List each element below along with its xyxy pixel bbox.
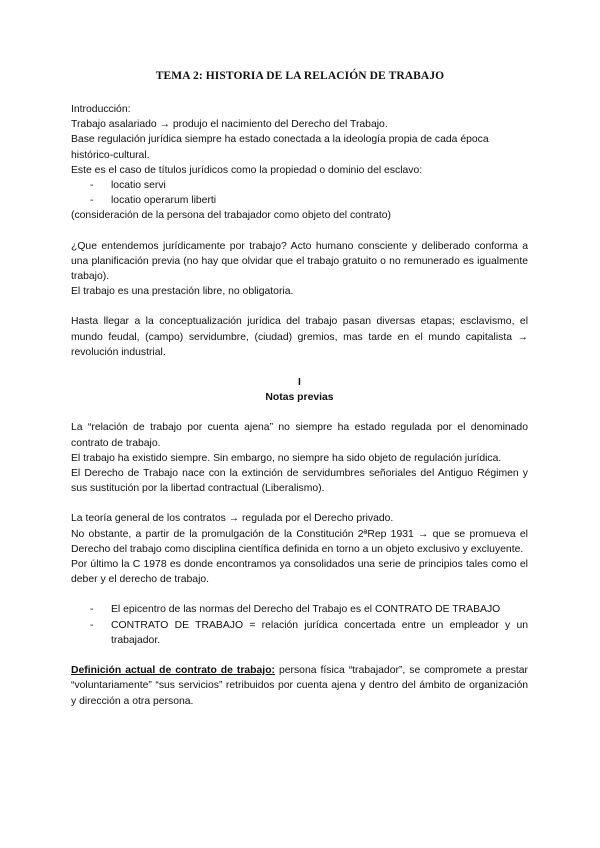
notas-paragraph: El trabajo ha existido siempre. Sin embargo, no siempre ha sido objeto de regulación jurídica. xyxy=(71,452,502,464)
contratos-paragraph: Por último la C 1978 es donde encontramos ya consolidados una serie de principios tales como el deber y el derecho de trabajo. xyxy=(71,559,528,586)
definition-label: Definición actual de contrato de trabajo: xyxy=(71,665,275,677)
trabajo-free: El trabajo es una prestación libre, no obligatoria. xyxy=(71,286,294,298)
etapas-paragraph: Hasta llegar a la conceptualización jurídica del trabajo pasan diversas etapas; esclavismo, el mundo feudal, (campo) servidumbre, (ciudad) gremios, mas tarde en el mundo capitalista → revolución industrial. xyxy=(71,316,528,358)
points-list xyxy=(71,602,528,648)
intro-note: (consideración de la persona del trabajador como objeto del contrato) xyxy=(71,210,391,222)
section-heading: Notas previas xyxy=(265,392,334,404)
intro-line: Base regulación jurídica siempre ha estado conectada a la ideología propia de cada época histórico-cultural. xyxy=(71,134,489,161)
intro-line: Este es el caso de títulos jurídicos como la propiedad o dominio del esclavo: xyxy=(71,164,423,176)
definition-text: persona física “trabajador”, se compromete a prestar “voluntariamente” “sus servicios” retribuidos por cuenta ajena y dentro del ámbito de organización y dirección a otra persona. xyxy=(71,665,528,707)
intro-line: Trabajo asalariado → produjo el nacimiento del Derecho del Trabajo. xyxy=(71,119,388,131)
contratos-paragraph: La teoría general de los contratos → regulada por el Derecho privado. xyxy=(71,513,394,525)
notas-paragraph: La “relación de trabajo por cuenta ajena” no siempre ha estado regulada por el denominado contrato de trabajo. xyxy=(71,422,528,449)
list-item: - El epicentro de las normas del Derecho del Trabajo es el CONTRATO DE TRABAJO xyxy=(71,602,528,617)
list-item: - locatio servi xyxy=(71,178,528,193)
trabajo-question: ¿Que entendemos jurídicamente por trabajo? Acto humano consciente y deliberado conforma a una planificación previa (no hay que olvidar que el trabajo gratuito o no remunerado es igualmente trabajo). xyxy=(71,240,528,283)
titulos-list xyxy=(71,178,528,208)
list-item: - locatio operarum liberti xyxy=(71,193,528,208)
notas-paragraph: El Derecho de Trabajo nace con la extinción de servidumbres señoriales del Antiguo Régimen y sus sustitución por la libertad contractual (Liberalismo). xyxy=(71,468,528,495)
document-body xyxy=(71,102,528,709)
list-item: - CONTRATO DE TRABAJO = relación jurídica concertada entre un empleador y un trabajador. xyxy=(71,618,528,648)
intro-heading: Introducción: xyxy=(71,104,131,115)
section-number: I xyxy=(298,377,301,389)
definition-paragraph xyxy=(71,663,528,709)
document-title: TEMA 2: HISTORIA DE LA RELACIÓN DE TRABAJO xyxy=(155,70,445,82)
contratos-paragraph: No obstante, a partir de la promulgación de la Constitución 2ªRep 1931 → que se promueva el Derecho del trabajo como disciplina científica definida en torno a un objeto exclusivo y excluyente. xyxy=(71,528,528,555)
